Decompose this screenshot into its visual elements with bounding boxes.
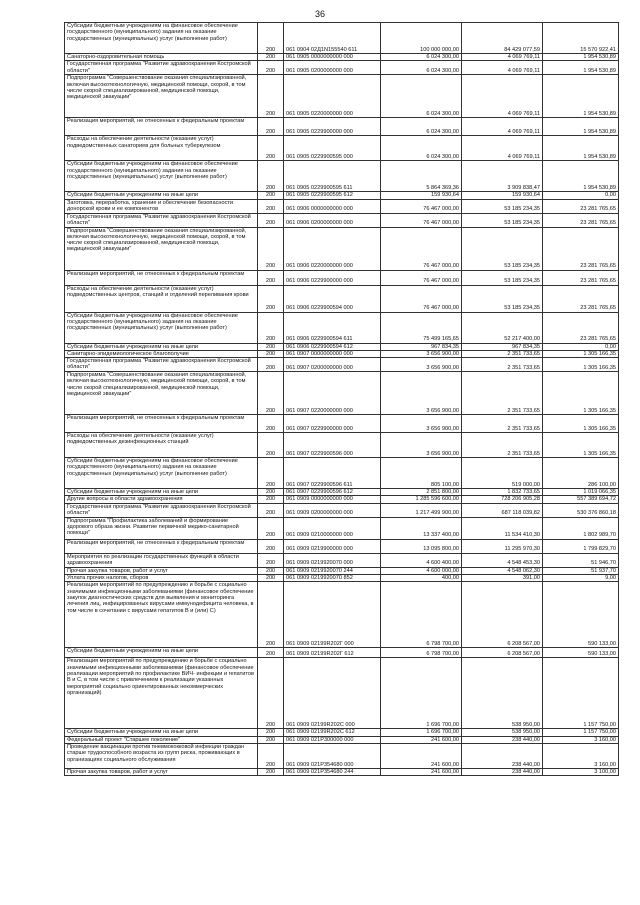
row-executed-amount-cell: 538 950,00 [462, 658, 543, 729]
table-row [65, 312, 619, 343]
row-unexecuted-amount-cell: 1 157 750,00 [543, 658, 619, 729]
table-row [65, 118, 619, 136]
row-approved-amount-cell: 241 600,00 [381, 736, 462, 743]
row-budget-code-cell: 061 0909 02199R202Г 000 [284, 582, 381, 648]
row-unexecuted-amount-cell: 23 281 765,65 [543, 199, 619, 213]
row-unexecuted-amount-cell: 286 100,00 [543, 458, 619, 489]
row-unexecuted-amount-cell: 1 954 530,89 [543, 61, 619, 75]
table-row [65, 736, 619, 743]
row-unexecuted-amount-cell: 3 100,00 [543, 768, 619, 775]
row-name-cell: Прочая закупка товаров, работ и услуг [65, 768, 258, 775]
row-admin-code-cell: 200 [258, 343, 284, 350]
row-budget-code-cell: 061 0905 0229900000 000 [284, 118, 381, 136]
row-approved-amount-cell: 6 798 700,00 [381, 648, 462, 658]
row-name-cell: Государственная программа "Развитие здравоохранения Костромской области" [65, 358, 258, 372]
row-executed-amount-cell: 2 351 733,65 [462, 415, 543, 433]
row-executed-amount-cell: 52 217 400,00 [462, 312, 543, 343]
table-row [65, 458, 619, 489]
row-executed-amount-cell: 2 351 733,65 [462, 358, 543, 372]
row-admin-code-cell: 200 [258, 270, 284, 285]
row-unexecuted-amount-cell: 530 376 860,18 [543, 503, 619, 517]
row-unexecuted-amount-cell: 1 802 989,70 [543, 517, 619, 539]
row-unexecuted-amount-cell: 1 305 166,35 [543, 433, 619, 458]
row-budget-code-cell: 061 0907 0229900596 611 [284, 458, 381, 489]
row-budget-code-cell: 061 0905 0229900595 000 [284, 136, 381, 161]
table-row [65, 575, 619, 582]
row-unexecuted-amount-cell: 3 160,00 [543, 743, 619, 768]
row-unexecuted-amount-cell: 23 281 765,65 [543, 285, 619, 312]
table-row [65, 768, 619, 775]
row-budget-code-cell: 061 0905 0229900595 612 [284, 192, 381, 199]
row-budget-code-cell: 061 0906 0229900594 000 [284, 285, 381, 312]
row-admin-code-cell: 200 [258, 575, 284, 582]
row-admin-code-cell: 200 [258, 433, 284, 458]
row-executed-amount-cell: 4 548 062,30 [462, 567, 543, 574]
row-budget-code-cell: 061 0906 0229900000 000 [284, 270, 381, 285]
row-budget-code-cell: 061 0907 0000000000 000 [284, 350, 381, 357]
row-approved-amount-cell: 6 024 300,00 [381, 61, 462, 75]
row-name-cell: Государственная программа "Развитие здравоохранения Костромской области" [65, 61, 258, 75]
table-row [65, 553, 619, 567]
row-admin-code-cell: 200 [258, 118, 284, 136]
row-budget-code-cell: 061 0909 0219920070 852 [284, 575, 381, 582]
row-name-cell: Федеральный проект "Старшее поколение" [65, 736, 258, 743]
row-unexecuted-amount-cell: 1 305 166,35 [543, 358, 619, 372]
table-row [65, 658, 619, 729]
row-budget-code-cell: 061 0906 0000000000 000 [284, 199, 381, 213]
table-row [65, 729, 619, 736]
row-executed-amount-cell: 2 351 733,65 [462, 350, 543, 357]
row-name-cell: Реализация мероприятий, не отнесенных к федеральным проектам [65, 118, 258, 136]
row-budget-code-cell: 061 0906 0200000000 000 [284, 213, 381, 227]
row-name-cell: Реализация мероприятий, не отнесенных к федеральным проектам [65, 539, 258, 553]
row-unexecuted-amount-cell: 3 160,00 [543, 736, 619, 743]
row-admin-code-cell: 200 [258, 54, 284, 61]
row-unexecuted-amount-cell: 0,00 [543, 192, 619, 199]
row-executed-amount-cell: 4 069 769,11 [462, 61, 543, 75]
row-executed-amount-cell: 4 069 769,11 [462, 75, 543, 118]
row-approved-amount-cell: 3 656 900,00 [381, 358, 462, 372]
table-row [65, 582, 619, 648]
row-admin-code-cell: 200 [258, 285, 284, 312]
row-budget-code-cell: 061 0909 0219920070 244 [284, 567, 381, 574]
row-name-cell: Расходы на обеспечение деятельности (оказание услуг) подведомственных центров, станций и отделений переливания крови [65, 285, 258, 312]
page-number: 36 [314, 9, 325, 19]
table-row [65, 61, 619, 75]
table-row [65, 350, 619, 357]
row-name-cell: Санитарно-эпидемиологическое благополучие [65, 350, 258, 357]
row-unexecuted-amount-cell: 23 281 765,65 [543, 213, 619, 227]
row-approved-amount-cell: 6 024 300,00 [381, 75, 462, 118]
row-name-cell: Прочая закупка товаров, работ и услуг [65, 567, 258, 574]
row-approved-amount-cell: 4 600 000,00 [381, 567, 462, 574]
row-budget-code-cell: 061 0904 02Д1N155540 611 [284, 23, 381, 54]
row-executed-amount-cell: 238 440,00 [462, 736, 543, 743]
row-executed-amount-cell: 53 185 234,35 [462, 213, 543, 227]
row-name-cell: Уплата прочих налогов, сборов [65, 575, 258, 582]
row-executed-amount-cell: 238 440,00 [462, 768, 543, 775]
row-unexecuted-amount-cell: 557 389 694,72 [543, 496, 619, 503]
table-row [65, 23, 619, 54]
row-executed-amount-cell: 6 208 567,00 [462, 648, 543, 658]
row-name-cell: Расходы на обеспечение деятельности (оказание услуг) подведомственных санаториев для больных туберкулезом [65, 136, 258, 161]
row-budget-code-cell: 061 0909 021P300000 000 [284, 736, 381, 743]
row-admin-code-cell: 200 [258, 415, 284, 433]
row-executed-amount-cell: 238 440,00 [462, 743, 543, 768]
row-unexecuted-amount-cell: 23 281 765,65 [543, 312, 619, 343]
row-name-cell: Расходы на обеспечение деятельности (оказание услуг) подведомственных дезинфекционных станций [65, 433, 258, 458]
row-admin-code-cell: 200 [258, 503, 284, 517]
row-budget-code-cell: 061 0909 0219920070 000 [284, 553, 381, 567]
row-admin-code-cell: 200 [258, 372, 284, 415]
row-admin-code-cell: 200 [258, 496, 284, 503]
table-row [65, 285, 619, 312]
row-unexecuted-amount-cell: 1 954 530,89 [543, 75, 619, 118]
row-admin-code-cell: 200 [258, 458, 284, 489]
row-name-cell: Реализация мероприятий, не отнесенных к федеральным проектам [65, 415, 258, 433]
row-executed-amount-cell: 4 069 769,11 [462, 118, 543, 136]
row-unexecuted-amount-cell: 1 954 530,89 [543, 54, 619, 61]
row-executed-amount-cell: 538 950,00 [462, 729, 543, 736]
row-name-cell: Подпрограмма "Совершенствование оказания специализированной, включая высокотехнологичную, медицинской помощи, скорой, в том числе скорой специализированной, медицинской помощи, медицинской эвакуации" [65, 227, 258, 270]
row-budget-code-cell: 061 0907 0229900596 612 [284, 489, 381, 496]
row-approved-amount-cell: 2 851 800,00 [381, 489, 462, 496]
row-approved-amount-cell: 76 467 000,00 [381, 285, 462, 312]
row-approved-amount-cell: 1 285 596 600,00 [381, 496, 462, 503]
row-name-cell: Реализация мероприятий по предупреждению и борьбе с социально значимыми инфекционными заболеваниями (финансовое обеспечение реализации мероприятий по профилактике ВИЧ- инфекции и гепатитов В и С, в том числе с привлечением к реализации указанных мероприятий социально ориентированных некоммерческих организаций) [65, 658, 258, 729]
row-unexecuted-amount-cell: 590 133,00 [543, 648, 619, 658]
table-row [65, 433, 619, 458]
row-executed-amount-cell: 4 069 769,11 [462, 54, 543, 61]
row-approved-amount-cell: 100 000 000,00 [381, 23, 462, 54]
row-approved-amount-cell: 1 217 499 900,00 [381, 503, 462, 517]
row-approved-amount-cell: 1 696 700,00 [381, 729, 462, 736]
row-executed-amount-cell: 728 206 905,28 [462, 496, 543, 503]
row-budget-code-cell: 061 0906 0229900594 612 [284, 343, 381, 350]
row-admin-code-cell: 200 [258, 489, 284, 496]
row-budget-code-cell: 061 0907 0220000000 000 [284, 372, 381, 415]
row-approved-amount-cell: 241 600,00 [381, 743, 462, 768]
row-approved-amount-cell: 6 024 300,00 [381, 136, 462, 161]
row-executed-amount-cell: 2 351 733,65 [462, 372, 543, 415]
row-admin-code-cell: 200 [258, 75, 284, 118]
row-name-cell: Подпрограмма "Совершенствование оказания специализированной, включая высокотехнологичную, медицинской помощи, скорой, в том числе скорой специализированной, медицинской помощи, медицинской эвакуации" [65, 75, 258, 118]
row-name-cell: Реализация мероприятий, не отнесенных к федеральным проектам [65, 270, 258, 285]
row-budget-code-cell: 061 0909 0210000000 000 [284, 517, 381, 539]
row-unexecuted-amount-cell: 1 019 066,35 [543, 489, 619, 496]
row-approved-amount-cell: 400,00 [381, 575, 462, 582]
table-row [65, 539, 619, 553]
row-budget-code-cell: 061 0905 0000000000 000 [284, 54, 381, 61]
row-budget-code-cell: 061 0909 0200000000 000 [284, 503, 381, 517]
row-name-cell: Государственная программа "Развитие здравоохранения Костромской области" [65, 213, 258, 227]
row-executed-amount-cell: 3 909 838,47 [462, 161, 543, 192]
table-row [65, 343, 619, 350]
row-approved-amount-cell: 13 337 400,00 [381, 517, 462, 539]
row-budget-code-cell: 061 0909 021P354680 244 [284, 768, 381, 775]
table-row [65, 136, 619, 161]
row-budget-code-cell: 061 0909 0000000000 000 [284, 496, 381, 503]
row-budget-code-cell: 061 0906 0220000000 000 [284, 227, 381, 270]
row-name-cell: Субсидии бюджетным учреждениям на финансовое обеспечение государственного (муниципального) задания на оказание государственных (муниципальных) услуг (выполнение работ) [65, 23, 258, 54]
row-name-cell: Мероприятия по реализации государственных функций в области здравоохранения [65, 553, 258, 567]
row-unexecuted-amount-cell: 1 305 166,35 [543, 372, 619, 415]
row-executed-amount-cell: 967 834,35 [462, 343, 543, 350]
row-approved-amount-cell: 6 024 300,00 [381, 54, 462, 61]
row-executed-amount-cell: 2 351 733,65 [462, 433, 543, 458]
row-unexecuted-amount-cell: 1 305 166,35 [543, 415, 619, 433]
row-approved-amount-cell: 6 024 300,00 [381, 118, 462, 136]
row-name-cell: Подпрограмма "Совершенствование оказания специализированной, включая высокотехнологичную, медицинской помощи, скорой, в том числе скорой специализированной, медицинской помощи, медицинской эвакуации" [65, 372, 258, 415]
row-admin-code-cell: 200 [258, 227, 284, 270]
row-executed-amount-cell: 11 534 410,30 [462, 517, 543, 539]
row-executed-amount-cell: 1 832 733,65 [462, 489, 543, 496]
row-admin-code-cell: 200 [258, 312, 284, 343]
row-approved-amount-cell: 967 834,35 [381, 343, 462, 350]
row-unexecuted-amount-cell: 9,00 [543, 575, 619, 582]
row-unexecuted-amount-cell: 51 946,70 [543, 553, 619, 567]
row-admin-code-cell: 200 [258, 658, 284, 729]
row-unexecuted-amount-cell: 0,00 [543, 343, 619, 350]
row-approved-amount-cell: 805 100,00 [381, 458, 462, 489]
row-admin-code-cell: 200 [258, 61, 284, 75]
budget-table [64, 22, 619, 776]
table-row [65, 648, 619, 658]
row-budget-code-cell: 061 0909 0219900000 000 [284, 539, 381, 553]
row-admin-code-cell: 200 [258, 582, 284, 648]
row-admin-code-cell: 200 [258, 350, 284, 357]
table-row [65, 199, 619, 213]
row-approved-amount-cell: 76 467 000,00 [381, 213, 462, 227]
row-name-cell: Подпрограмма "Профилактика заболеваний и формирование здорового образа жизни. Развитие первичной медико-санитарной помощи" [65, 517, 258, 539]
row-budget-code-cell: 061 0905 0229900595 611 [284, 161, 381, 192]
row-unexecuted-amount-cell: 1 157 750,00 [543, 729, 619, 736]
row-name-cell: Субсидии бюджетным учреждениям на иные цели [65, 648, 258, 658]
row-admin-code-cell: 200 [258, 743, 284, 768]
row-executed-amount-cell: 84 429 077,59 [462, 23, 543, 54]
row-executed-amount-cell: 11 295 970,30 [462, 539, 543, 553]
row-executed-amount-cell: 53 185 234,35 [462, 285, 543, 312]
row-executed-amount-cell: 159 930,64 [462, 192, 543, 199]
row-approved-amount-cell: 3 656 900,00 [381, 372, 462, 415]
row-executed-amount-cell: 53 185 234,35 [462, 227, 543, 270]
row-name-cell: Субсидии бюджетным учреждениям на финансовое обеспечение государственного (муниципального) задания на оказание государственных (муниципальных) услуг (выполнение работ) [65, 312, 258, 343]
row-admin-code-cell: 200 [258, 736, 284, 743]
row-executed-amount-cell: 519 000,00 [462, 458, 543, 489]
row-executed-amount-cell: 687 118 039,82 [462, 503, 543, 517]
row-admin-code-cell: 200 [258, 553, 284, 567]
row-admin-code-cell: 200 [258, 768, 284, 775]
table-row [65, 415, 619, 433]
row-name-cell: Другие вопросы в области здравоохранения [65, 496, 258, 503]
row-admin-code-cell: 200 [258, 136, 284, 161]
row-approved-amount-cell: 3 656 900,00 [381, 415, 462, 433]
row-unexecuted-amount-cell: 15 570 922,41 [543, 23, 619, 54]
row-name-cell: Проведение вакцинации против пневмококковой инфекции граждан старше трудоспособного возраста из групп риска, проживающих в организациях социального обслуживания [65, 743, 258, 768]
row-approved-amount-cell: 76 467 000,00 [381, 227, 462, 270]
row-approved-amount-cell: 76 467 000,00 [381, 270, 462, 285]
row-admin-code-cell: 200 [258, 161, 284, 192]
row-unexecuted-amount-cell: 1 954 530,89 [543, 161, 619, 192]
row-approved-amount-cell: 1 696 700,00 [381, 658, 462, 729]
row-name-cell: Субсидии бюджетным учреждениям на финансовое обеспечение государственного (муниципального) задания на оказание государственных (муниципальных) услуг (выполнение работ) [65, 458, 258, 489]
row-unexecuted-amount-cell: 23 281 765,65 [543, 227, 619, 270]
row-admin-code-cell: 200 [258, 358, 284, 372]
table-row [65, 743, 619, 768]
row-unexecuted-amount-cell: 590 133,00 [543, 582, 619, 648]
table-row [65, 496, 619, 503]
row-executed-amount-cell: 4 548 453,30 [462, 553, 543, 567]
row-executed-amount-cell: 6 208 567,00 [462, 582, 543, 648]
row-admin-code-cell: 200 [258, 192, 284, 199]
row-budget-code-cell: 061 0907 0229900000 000 [284, 415, 381, 433]
row-executed-amount-cell: 53 185 234,35 [462, 270, 543, 285]
table-row [65, 503, 619, 517]
row-name-cell: Субсидии бюджетным учреждениям на финансовое обеспечение государственного (муниципального) задания на оказание государственных (муниципальных) услуг (выполнение работ) [65, 161, 258, 192]
table-row [65, 517, 619, 539]
row-approved-amount-cell: 241 600,00 [381, 768, 462, 775]
row-admin-code-cell: 200 [258, 567, 284, 574]
row-name-cell: Государственная программа "Развитие здравоохранения Костромской области" [65, 503, 258, 517]
row-approved-amount-cell: 4 600 400,00 [381, 553, 462, 567]
row-admin-code-cell: 200 [258, 213, 284, 227]
row-budget-code-cell: 061 0906 0229900594 611 [284, 312, 381, 343]
row-budget-code-cell: 061 0907 0200000000 000 [284, 358, 381, 372]
row-unexecuted-amount-cell: 23 281 765,65 [543, 270, 619, 285]
row-name-cell: Субсидии бюджетным учреждениям на иные цели [65, 729, 258, 736]
budget-table-body [65, 23, 619, 776]
table-row [65, 213, 619, 227]
row-unexecuted-amount-cell: 1 954 530,89 [543, 136, 619, 161]
table-row [65, 54, 619, 61]
row-approved-amount-cell: 6 798 700,00 [381, 582, 462, 648]
table-row [65, 270, 619, 285]
row-approved-amount-cell: 5 864 369,36 [381, 161, 462, 192]
row-budget-code-cell: 061 0909 02199R202С 612 [284, 729, 381, 736]
table-row [65, 227, 619, 270]
row-name-cell: Заготовка, переработка, хранение и обеспечение безопасности донорской крови и ее компонентов [65, 199, 258, 213]
row-executed-amount-cell: 53 185 234,35 [462, 199, 543, 213]
row-approved-amount-cell: 3 656 900,00 [381, 433, 462, 458]
row-name-cell: Субсидии бюджетным учреждениям на иные цели [65, 192, 258, 199]
table-row [65, 372, 619, 415]
row-name-cell: Санаторно-оздоровительная помощь [65, 54, 258, 61]
row-admin-code-cell: 200 [258, 648, 284, 658]
row-approved-amount-cell: 75 499 165,65 [381, 312, 462, 343]
row-unexecuted-amount-cell: 1 954 530,89 [543, 118, 619, 136]
table-row [65, 192, 619, 199]
row-approved-amount-cell: 159 930,64 [381, 192, 462, 199]
table-row [65, 358, 619, 372]
row-unexecuted-amount-cell: 51 937,70 [543, 567, 619, 574]
table-row [65, 489, 619, 496]
row-approved-amount-cell: 76 467 000,00 [381, 199, 462, 213]
row-admin-code-cell: 200 [258, 199, 284, 213]
row-admin-code-cell: 200 [258, 517, 284, 539]
row-approved-amount-cell: 13 095 800,00 [381, 539, 462, 553]
row-budget-code-cell: 061 0905 0220000000 000 [284, 75, 381, 118]
row-name-cell: Реализация мероприятий по предупреждению и борьбе с социально значимыми инфекционными заболеваниями (финансовое обеспечение закупок диагностических средств для выявления и мониторинга лечения лиц, инфицированных вирусами иммунодефицита человека, в том числе в сочетании с вирусами гепатитов В и (или) С) [65, 582, 258, 648]
row-admin-code-cell: 200 [258, 539, 284, 553]
row-budget-code-cell: 061 0909 02199R202Г 612 [284, 648, 381, 658]
row-name-cell: Субсидии бюджетным учреждениям на иные цели [65, 489, 258, 496]
row-admin-code-cell: 200 [258, 23, 284, 54]
row-approved-amount-cell: 3 656 900,00 [381, 350, 462, 357]
table-row [65, 75, 619, 118]
row-budget-code-cell: 061 0905 0200000000 000 [284, 61, 381, 75]
row-name-cell: Субсидии бюджетным учреждениям на иные цели [65, 343, 258, 350]
row-admin-code-cell: 200 [258, 729, 284, 736]
row-budget-code-cell: 061 0909 02199R202С 000 [284, 658, 381, 729]
row-budget-code-cell: 061 0907 0229900596 000 [284, 433, 381, 458]
row-unexecuted-amount-cell: 1 305 166,35 [543, 350, 619, 357]
row-executed-amount-cell: 391,00 [462, 575, 543, 582]
table-row [65, 161, 619, 192]
row-unexecuted-amount-cell: 1 799 829,70 [543, 539, 619, 553]
table-row [65, 567, 619, 574]
row-budget-code-cell: 061 0909 021P354680 000 [284, 743, 381, 768]
row-executed-amount-cell: 4 069 769,11 [462, 136, 543, 161]
